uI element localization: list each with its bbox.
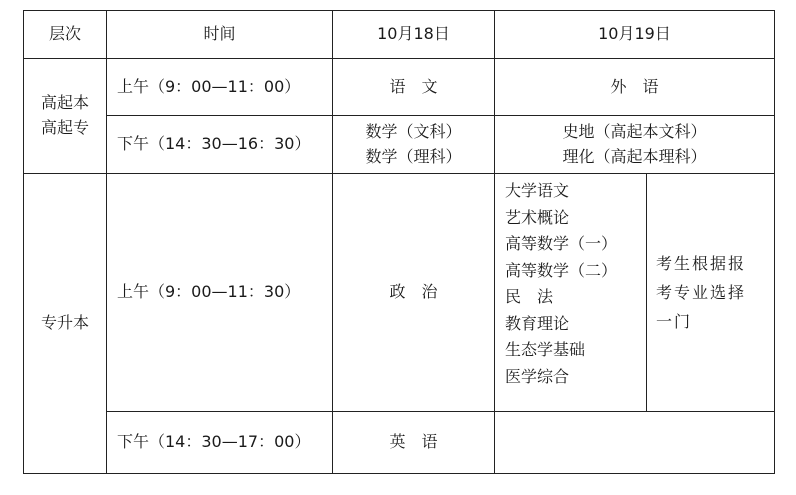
table-row [24,174,775,412]
session-time: 上午（9：00—11：30） [107,174,333,412]
header-level: 层次 [24,11,107,59]
subject-item: 史地（高起本文科） [562,121,707,141]
subject-cell [495,116,775,174]
level-label: 高起专 [40,118,89,137]
header-time: 时间 [107,11,333,59]
list-item: 民 法 [505,287,554,306]
subject-cell [333,116,495,174]
subject-item: 数学（理科） [365,146,462,166]
list-item: 教育理论 [505,313,570,333]
list-item: 高等数学（二） [505,260,618,280]
subject-item: 数学（文科） [365,121,462,141]
level-zhuanshengben: 专升本 [24,174,107,474]
note-line: 一门 [656,312,693,331]
level-label: 高起本 [40,93,89,113]
session-time: 上午（9：00—11：00） [107,59,333,116]
list-item: 高等数学（一） [505,234,618,253]
session-time: 下午（14：30—17：00） [107,412,333,474]
note-line: 考生根据报 [656,254,747,273]
subject-item: 理化（高起本理科） [562,146,707,166]
empty-cell [495,412,775,474]
note-line: 考专业选择 [656,283,747,302]
list-item: 医学综合 [505,366,570,386]
list-item: 生态学基础 [505,340,586,359]
table-row [24,412,775,474]
elective-subject-list [495,174,647,412]
table-row [24,116,775,174]
header-oct18: 10月18日 [333,11,495,59]
list-item: 大学语文 [505,181,570,200]
exam-schedule-table [23,10,775,474]
table-row [24,59,775,116]
subject-cell: 外 语 [495,59,775,116]
elective-note [647,174,775,412]
subject-cell: 语 文 [333,59,495,116]
header-oct19: 10月19日 [495,11,775,59]
header-row [24,11,775,59]
subject-cell: 政 治 [333,174,495,412]
level-gaoqi [24,59,107,174]
subject-cell: 英 语 [333,412,495,474]
list-item: 艺术概论 [505,207,570,227]
session-time: 下午（14：30—16：30） [107,116,333,174]
